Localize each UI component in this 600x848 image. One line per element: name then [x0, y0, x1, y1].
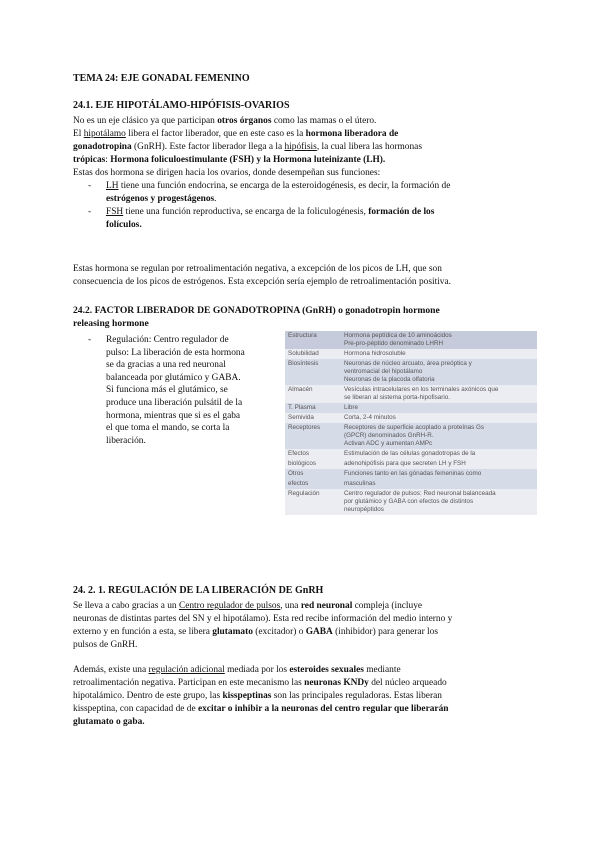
table-value-line: se liberan al sistema porta-hipofisario. [344, 394, 451, 401]
table-value-line: Neuronas de la placoda olfatoria [344, 376, 435, 383]
gnrh-properties-table [285, 331, 537, 515]
paragraph-line: hipotalámico. Dentro de este grupo, las kisspeptinas son las principales reguladoras. Estas liberan [73, 691, 442, 701]
table-row [285, 403, 537, 413]
paragraph-line: trópicas: Hormona foliculoestimulante (FSH) y la Hormona luteinizante (LH). [73, 155, 386, 165]
table-value-cell [341, 403, 537, 413]
table-row [285, 349, 537, 359]
paragraph-line: kisspeptina, con capacidad de de excitar o inhibir a la neuronas del centro regular que liberarán [73, 704, 449, 714]
table-value-line: Libre [344, 404, 359, 411]
table-value-cell [341, 385, 537, 403]
regulation-line: produce una liberación pulsátil de la [106, 397, 243, 408]
table-row [285, 459, 537, 469]
table-value-line: Neuronas de núcleo arcuato, área preóptica y [344, 360, 472, 367]
table-key-cell: Biosíntesis [288, 360, 319, 367]
table-value-line: por glutámico y GABA con efectos de distintos [344, 498, 474, 505]
paragraph-line: Estas dos hormona se dirigen hacia los ovarios, donde desempeñan sus funciones: [73, 168, 381, 178]
table-value-cell [341, 359, 537, 385]
table-key-cell: Almacén [288, 386, 313, 393]
paragraph-line: glutamato o gaba. [73, 717, 145, 727]
paragraph-line: retroalimentación negativa. Participan en este mecanismo las neuronas KNDy del núcleo arqueado [73, 678, 447, 688]
section-heading-24-2: 24.2. FACTOR LIBERADOR DE GONADOTROPINA (GnRH) o gonadotropin hormone releasing hormone [73, 305, 440, 329]
paragraph-line: No es un eje clásico ya que participan otros órganos como las mamas o el útero. [73, 116, 377, 126]
table-value-cell [341, 469, 537, 479]
regulation-line: Regulación: Centro regulador de [106, 335, 229, 345]
table-value-line: ventromacial del hipotálamo [344, 368, 423, 375]
table-key-cell: Efectos [288, 450, 309, 457]
table-value-line: Corta, 2-4 minutos [344, 414, 396, 421]
table-value-cell [341, 331, 537, 349]
table-value-line: Hormona hidrosoluble [344, 350, 406, 357]
regulation-line: el que toma el mando, se corta la [106, 423, 230, 434]
paragraph-line: pulsos de GnRH. [73, 640, 138, 650]
table-value-line: neuropéptidos [344, 506, 384, 513]
table-value-cell [341, 459, 537, 469]
table-row [285, 331, 537, 349]
table-key-cell: Receptores [288, 424, 321, 431]
table-value-line: adenohipófisis para que secreten LH y FSH [344, 460, 466, 467]
paragraph-line: Además, existe una regulación adicional mediada por los esteroides sexuales mediante [73, 665, 401, 675]
table-value-cell [341, 349, 537, 359]
paragraph-line: consecuencia de los picos de estrógenos. Esta excepción sería ejemplo de retroalimentación positiva. [73, 277, 451, 287]
table-key-cell: efectos [288, 480, 309, 487]
table-value-line: Hormona peptídica de 10 aminoácidos [344, 332, 452, 339]
regulation-text [106, 334, 286, 447]
table-row [285, 489, 537, 515]
table-value-cell [341, 479, 537, 489]
table-value-line: Estimulación de las células gonadotropas de la [344, 450, 476, 457]
regulation-line: hormona, mientras que si es el gaba [106, 410, 241, 421]
paragraph-line: gonadotropina (GnRH). Este factor liberador llega a la hipófisis, la cual libera las hormonas [73, 142, 422, 152]
paragraph-line: neuronas de distintas partes del SN y el hipotálamo). Esta red recibe información del medio interno y [73, 614, 453, 624]
bullet-dash: - [88, 335, 92, 345]
page-title: TEMA 24: EJE GONADAL FEMENINO [73, 73, 250, 84]
table-row [285, 449, 537, 459]
table-value-cell [341, 413, 537, 423]
table-value-line: Centro regulador de pulsos: Red neuronal balanceada [344, 490, 496, 497]
regulation-line: liberación. [106, 435, 146, 446]
table-key-cell: Estructura [288, 332, 317, 339]
table-key-cell: biológicos [288, 460, 317, 467]
regulation-line: pulso: La liberación de esta hormona [106, 347, 245, 358]
paragraph-line: Estas hormona se regulan por retroalimentación negativa, a excepción de los picos de LH, que son [73, 264, 442, 274]
table-key-cell: Regulación [288, 490, 320, 497]
table-key-cell: Solubilidad [288, 350, 319, 357]
regulation-line: se da gracias a una red neuronal [106, 360, 226, 371]
table-row [285, 413, 537, 423]
section-heading-24-2-1: 24. 2. 1. REGULACIÓN DE LA LIBERACIÓN DE GnRH [73, 585, 324, 596]
regulation-line: balanceada por glutámico y GABA. [106, 372, 241, 383]
table-value-line: Funciones tanto en las gónadas femeninas como [344, 470, 482, 477]
table-value-line: Activan ADC y aumentan AMPc [344, 440, 433, 447]
table-key-cell: Otros [288, 470, 304, 477]
table-key-cell: Semivida [288, 414, 314, 421]
table-value-cell [341, 489, 537, 515]
table-row [285, 385, 537, 403]
table-value-line: Pre-pro-péptido denominado LHRH [344, 340, 444, 347]
paragraph-line: externo y en función a esta, se libera glutamato (excitador) o GABA (inhibidor) para generar los [73, 627, 438, 637]
table-row [285, 423, 537, 449]
table-row [285, 479, 537, 489]
table-value-cell [341, 423, 537, 449]
table-value-line: Vesículas intracelulares en los terminales axónicos que [344, 386, 499, 393]
table-row [285, 359, 537, 385]
table-key-cell: T. Plasma [288, 404, 316, 411]
table-value-cell [341, 449, 537, 459]
table-value-line: masculinas [344, 480, 376, 487]
regulation-line: Si funciona más el glutámico, se [106, 385, 228, 396]
table-row [285, 469, 537, 479]
paragraph-line: El hipotálamo libera el factor liberador, que en este caso es la hormona liberadora de [73, 129, 399, 139]
table-value-line: (GPCR) denominados GnRH-R. [344, 432, 434, 439]
paragraph-line: Se lleva a cabo gracias a un Centro regulador de pulsos, una red neuronal compleja (incluye [73, 601, 423, 611]
table-value-line: Receptores de superficie acoplado a proteínas Gs [344, 424, 485, 431]
section-heading-24-1: 24.1. EJE HIPOTÁLAMO-HIPÓFISIS-OVARIOS [73, 100, 290, 111]
